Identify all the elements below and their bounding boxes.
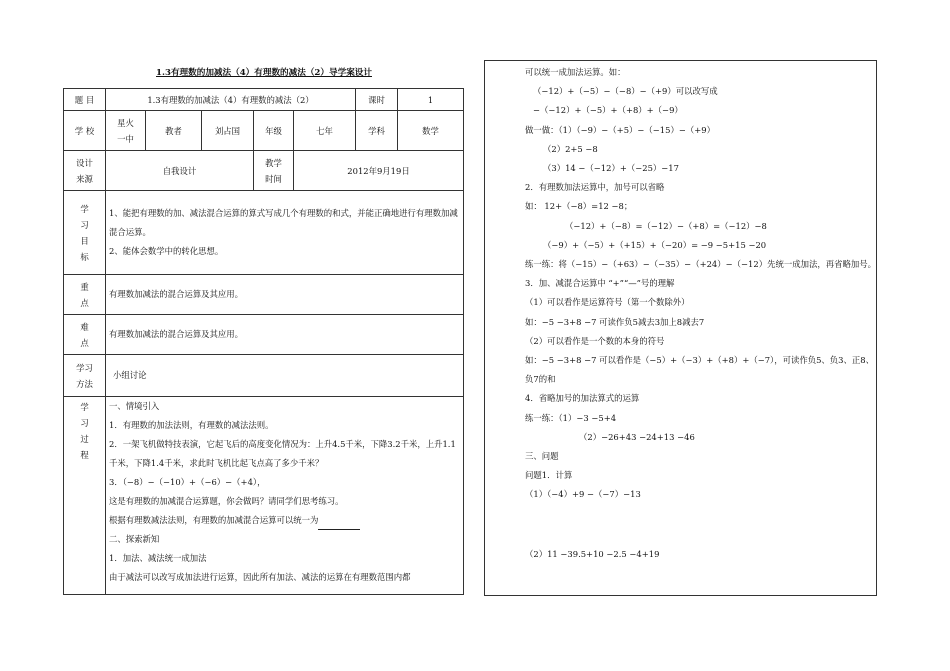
lesson-plan-table	[63, 88, 464, 595]
process-line: 根据有理数减法法则，有理数的加减混合运算可以统一为	[109, 511, 460, 530]
teacher-label: 教者	[146, 111, 202, 151]
text-line: 如：−5 −3+8 −7 可读作负5减去3加上8减去7	[525, 316, 705, 327]
text-line: （−12）+（−8）=（−12）−（+8）=（−12）−8	[565, 220, 767, 231]
method-text: 小组讨论	[106, 355, 464, 397]
text-line: 三、问题	[525, 451, 559, 462]
text-line: −（−12）+（−5）+（+8）+（−9）	[533, 105, 683, 116]
process-line: 这是有理数的加减混合运算题，你会做吗？请同学们思考练习。	[109, 496, 344, 506]
grade-value: 七年	[294, 111, 356, 151]
section-heading: 一、情境引入	[109, 401, 160, 411]
topic-value: 1.3有理数的加减法（4）有理数的减法（2）	[106, 89, 356, 111]
school-label: 学 校	[64, 111, 106, 151]
blank-line	[318, 519, 360, 530]
method-label: 学习 方法	[64, 355, 106, 397]
goal-item: 2、能体会数学中的转化思想。	[109, 246, 224, 256]
text-line: （−12）+（−5）−（−8）−（+9）可以改写成	[533, 86, 718, 97]
subject-value: 数学	[398, 111, 464, 151]
text-line: 练一练：（1）−3 −5+4	[525, 412, 617, 423]
text-line: 2．有理数加法运算中，加号可以省略	[525, 182, 665, 193]
right-panel-content	[525, 63, 875, 564]
text-line: 练一练：将（−15）−（+63）−（−35）−（+24）−（−12）先统一成加法，再省略加号。	[525, 259, 876, 270]
text-line: 问题1．计算	[525, 470, 573, 481]
text-line: （1）可以看作是运算符号（第一个数除外）	[525, 297, 690, 308]
text-line: （1）（−4）+9 −（−7）−13	[525, 489, 641, 500]
text-line: （2）可以看作是一个数的本身的符号	[525, 335, 665, 346]
difficulty-text: 有理数加减法的混合运算及其应用。	[106, 315, 464, 355]
period-value: 1	[398, 89, 464, 111]
process-line: 1．有理数的加法法则，有理数的减法法则。	[109, 420, 274, 430]
time-label: 教学 时间	[254, 151, 294, 191]
topic-label: 题 目	[64, 89, 106, 111]
school-value: 星火 一中	[106, 111, 146, 151]
source-label: 设计 来源	[64, 151, 106, 191]
text-line: 负7的和	[525, 374, 556, 385]
period-label: 课时	[356, 89, 398, 111]
answer-space	[525, 505, 875, 545]
process-line: 由于减法可以改写成加法进行运算，因此所有加法、减法的运算在有理数范围内都	[109, 572, 411, 582]
process-line: 2．一架飞机做特技表演，它起飞后的高度变化情况为：上升4.5千米，下降3.2千米，上升1.1千米，下降1.4千米，求此时飞机比起飞点高了多少千米？	[109, 439, 456, 468]
text-line: 如：−5 −3+8 −7 可以看作是（−5）+（−3）+（+8）+（−7），可读作负5、负3、正8、	[525, 355, 874, 366]
teacher-value: 刘占国	[202, 111, 254, 151]
right-panel	[484, 60, 877, 596]
subject-label: 学科	[356, 111, 398, 151]
text-line: 如： 12+（−8）=12 −8；	[525, 201, 633, 212]
text-line: 3．加、减混合运算中 “+”“—”号的理解	[525, 278, 675, 289]
text-line: 可以统一成加法运算。如：	[525, 67, 626, 77]
grade-label: 年级	[254, 111, 294, 151]
text-line: 做一做：（1）（−9）−（+5）−（−15）−（+9）	[525, 124, 715, 135]
text-line: （3）14 −（−12）+（−25）−17	[543, 163, 679, 174]
process-content	[106, 397, 464, 595]
text-line: （−9）+（−5）+（+15）+（−20）= −9 −5+15 −20	[543, 239, 767, 250]
key-point-label: 重 点	[64, 275, 106, 315]
goals-label: 学 习 目 标	[64, 191, 106, 275]
source-value: 自我设计	[106, 151, 254, 191]
goals-content	[106, 191, 464, 275]
difficulty-label: 难 点	[64, 315, 106, 355]
section-heading: 二、探索新知	[109, 534, 160, 544]
process-line: 1．加法、减法统一成加法	[109, 553, 207, 563]
time-value: 2012年9月19日	[294, 151, 464, 191]
text-line: （2）2+5 −8	[543, 143, 598, 154]
document-title: 1.3有理数的加减法（4）有理数的减法（2）导学案设计	[156, 68, 372, 78]
text-line: 4．省略加号的加法算式的运算	[525, 393, 640, 404]
text-line: （2）−26+43 −24+13 −46	[579, 431, 695, 442]
key-point-text: 有理数加减法的混合运算及其应用。	[106, 275, 464, 315]
goal-item: 1、能把有理数的加、减法混合运算的算式写成几个有理数的和式，并能正确地进行有理数加减混合运算。	[109, 208, 458, 237]
process-label: 学 习 过 程	[64, 397, 106, 595]
process-line: 3．（−8）−（−10）+（−6）−（+4），	[109, 477, 266, 487]
text-line: （2）11 −39.5+10 −2.5 −4+19	[525, 548, 660, 559]
